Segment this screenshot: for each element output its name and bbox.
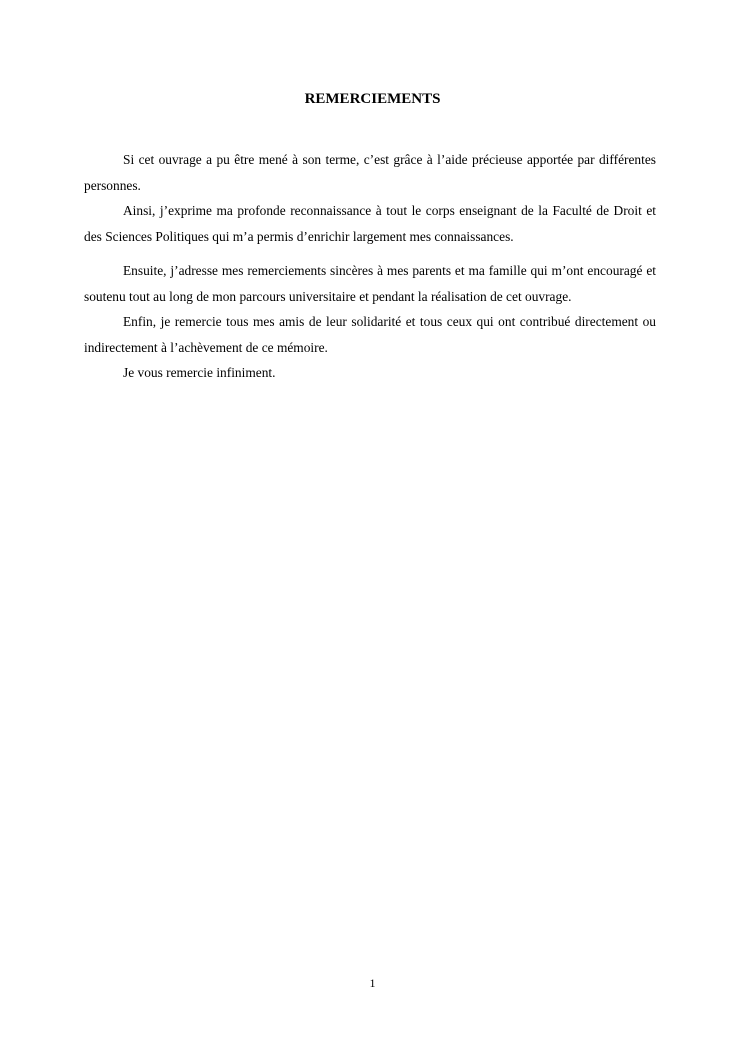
acknowledgements-body — [84, 147, 656, 386]
paragraph-2: Ainsi, j’exprime ma profonde reconnaissance à tout le corps enseignant de la Faculté de Droit et des Sciences Politiques qui m’a permis d’enrichir largement mes connaissances. — [84, 203, 656, 244]
paragraph-4: Enfin, je remercie tous mes amis de leur solidarité et tous ceux qui ont contribué directement ou indirectement à l’achèvement de ce mémoire. — [84, 314, 656, 355]
paragraph-1: Si cet ouvrage a pu être mené à son terme, c’est grâce à l’aide précieuse apportée par différentes personnes. — [84, 152, 656, 193]
page-title: REMERCIEMENTS — [304, 91, 441, 107]
page-number: 1 — [369, 976, 376, 990]
paragraph-3: Ensuite, j’adresse mes remerciements sincères à mes parents et ma famille qui m’ont encouragé et soutenu tout au long de mon parcours universitaire et pendant la réalisation de cet ouvrage. — [84, 263, 656, 304]
paragraph-5: Je vous remercie infiniment. — [123, 365, 276, 380]
